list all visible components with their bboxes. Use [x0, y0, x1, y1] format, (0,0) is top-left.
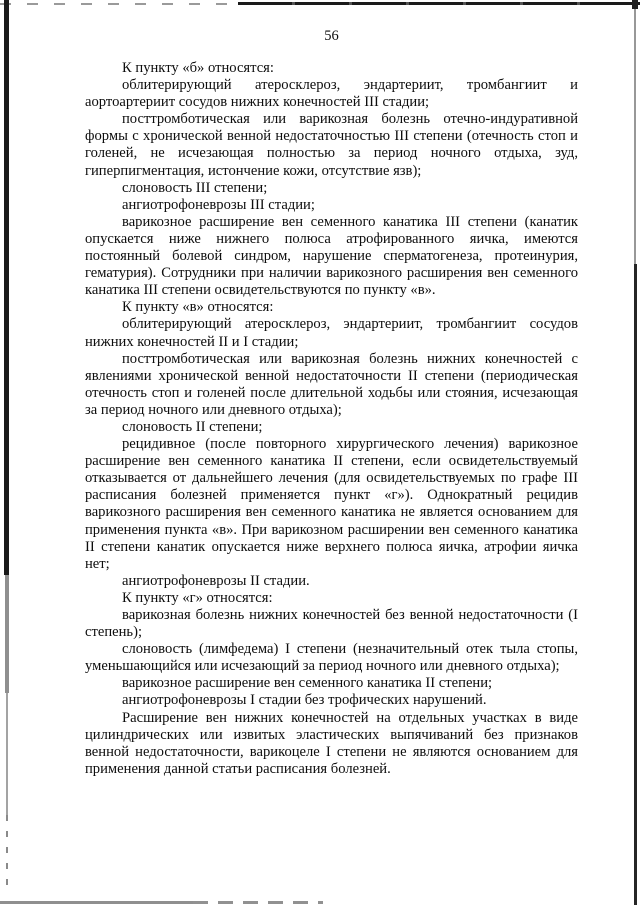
paragraph: облитерирующий атеросклероз, эндартериит, тромбангиит и аортоартериит сосудов нижних конечностей III стадии;: [85, 77, 578, 111]
paragraph: слоновость II степени;: [122, 418, 263, 435]
page-border-top-solid: [238, 2, 640, 5]
page-border-bottom-dashes: [193, 901, 323, 904]
paragraph: слоновость III степени;: [122, 179, 268, 196]
paragraph: рецидивное (после повторного хирургического лечения) варикозное расширение вен семенного канатика II степени, если освидетельствуемый отказывается от дальнейшего лечения (для освидетельствуемых по графе III расписания болезней применяется пункт «г»). Однократный рецидив варикозного расширения вен семенного канатика не является основанием для применения пункта «в». При варикозном расширении вен семенного канатика II степени канатик опускается ниже верхнего полюса яичка, атрофии яичка нет;: [85, 436, 578, 572]
page-border-bottom-solid: [0, 901, 193, 904]
paragraph: облитерирующий атеросклероз, эндартериит, тромбангиит сосудов нижних конечностей II и I стадии;: [85, 316, 578, 350]
paragraph: ангиотрофоневрозы II стадии.: [122, 572, 310, 589]
page-border-right-gray: [634, 9, 636, 264]
page-border-left-dashes: [6, 815, 8, 885]
paragraph: варикозное расширение вен семенного канатика II степени;: [122, 675, 493, 692]
paragraph: варикозное расширение вен семенного канатика III степени (канатик опускается ниже нижнего полюса атрофированного яичка, имеются постоянный болевой синдром, нарушение сперматогенеза, протеинурия, гематурия). Сотрудники при наличии варикозного расширения вен семенного канатика III степени освидетельствуются по пункту «в».: [85, 213, 578, 299]
paragraph: Расширение вен нижних конечностей на отдельных участках в виде цилиндрических или извитых эластических выпячиваний без признаков венной недостаточности, варикоцеле I степени не являются основанием для применения данной статьи расписания болезней.: [85, 709, 578, 777]
document-body: [85, 60, 578, 778]
page-border-top-dashes: [0, 3, 238, 5]
page-border-left-thin: [6, 693, 8, 815]
paragraph: К пункту «г» относятся:: [122, 589, 273, 606]
paragraph: ангиотрофоневрозы I стадии без трофических нарушений.: [122, 692, 487, 709]
page-border-right-dark: [634, 264, 637, 905]
paragraph: слоновость (лимфедема) I степени (незначительный отек тыла стопы, уменьшающийся или исчезающий за период ночного или дневного отдыха);: [85, 641, 578, 675]
paragraph: ангиотрофоневрозы III стадии;: [122, 196, 315, 213]
paragraph: посттромботическая или варикозная болезнь нижних конечностей с явлениями хронической венной недостаточности II степени (периодическая отечность стоп и голеней после длительной ходьбы или стояния, исчезающая за период ночного или дневного отдыха);: [85, 350, 578, 418]
page-border-left-dark: [4, 0, 9, 575]
paragraph: варикозная болезнь нижних конечностей без венной недостаточности (I степень);: [85, 607, 578, 641]
paragraph: К пункту «в» относятся:: [122, 299, 274, 316]
paragraph: К пункту «б» относятся:: [122, 60, 274, 76]
page-border-right-corner: [632, 0, 638, 9]
page-number: 56: [324, 28, 339, 44]
paragraph: посттромботическая или варикозная болезнь отечно-индуративной формы с хронической венной недостаточностью III степени (отечность стоп и голеней, не исчезающая полностью за период ночного отдыха, зуд, гиперпигментация, истончение кожи, отсутствие язв);: [85, 111, 578, 179]
page-border-left-gray: [5, 575, 9, 693]
